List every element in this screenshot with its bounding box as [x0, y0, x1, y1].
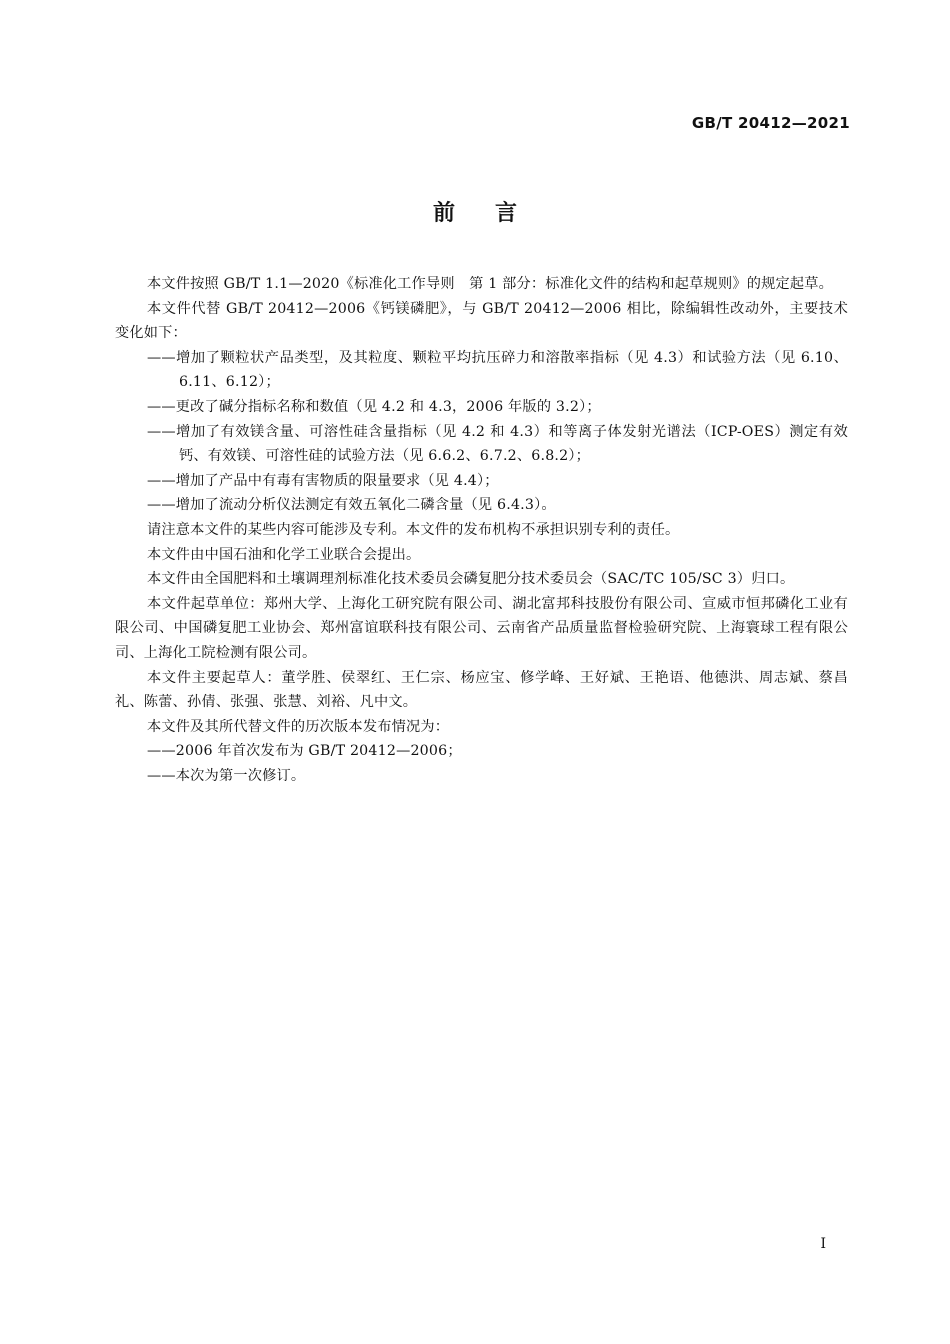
- list-item: ——本次为第一次修订。: [147, 767, 306, 784]
- standard-code: GB/T 20412—2021: [691, 114, 850, 132]
- paragraph: 本文件由中国石油和化学工业联合会提出。: [147, 546, 421, 563]
- list-item: ——增加了有效镁含量、可溶性硅含量指标（见 4.2 和 4.3）和等离子体发射光谱法（ICP-OES）测定有效钙、有效镁、可溶性硅的试验方法（见 6.6.2、6.7.2、6.8.2）；: [147, 423, 848, 465]
- list-item: ——增加了产品中有毒有害物质的限量要求（见 4.4）；: [147, 472, 499, 489]
- paragraph: 本文件及其所代替文件的历次版本发布情况为：: [147, 718, 450, 735]
- paragraph: 本文件主要起草人：董学胜、侯翠红、王仁宗、杨应宝、修学峰、王好斌、王艳语、他德洪、周志斌、蔡昌礼、陈蕾、孙倩、张强、张慧、刘裕、凡中文。: [115, 669, 848, 711]
- page-number: I: [820, 1236, 826, 1252]
- list-item: ——2006 年首次发布为 GB/T 20412—2006；: [147, 743, 462, 760]
- page-title: 前言: [432, 201, 557, 226]
- list-item: ——增加了颗粒状产品类型，及其粒度、颗粒平均抗压碎力和溶散率指标（见 4.3）和试验方法（见 6.10、6.11、6.12）；: [147, 349, 848, 391]
- paragraph: 本文件按照 GB/T 1.1—2020《标准化工作导则 第 1 部分：标准化文件的结构和起草规则》的规定起草。: [147, 276, 834, 292]
- paragraph: 请注意本文件的某些内容可能涉及专利。本文件的发布机构不承担识别专利的责任。: [147, 521, 680, 538]
- paragraph: 本文件代替 GB/T 20412—2006《钙镁磷肥》，与 GB/T 20412—2006 相比，除编辑性改动外，主要技术变化如下：: [115, 300, 848, 342]
- list-item: ——增加了流动分析仪法测定有效五氧化二磷含量（见 6.4.3）。: [147, 497, 556, 514]
- list-item: ——更改了碱分指标名称和数值（见 4.2 和 4.3，2006 年版的 3.2）；: [147, 398, 601, 415]
- foreword-body: [115, 272, 848, 788]
- paragraph: 本文件起草单位：郑州大学、上海化工研究院有限公司、湖北富邦科技股份有限公司、宣威市恒邦磷化工业有限公司、中国磷复肥工业协会、郑州富谊联科技有限公司、云南省产品质量监督检验研究院、上海寰球工程有限公司、上海化工院检测有限公司。: [115, 595, 848, 661]
- paragraph: 本文件由全国肥料和土壤调理剂标准化技术委员会磷复肥分技术委员会（SAC/TC 105/SC 3）归口。: [147, 571, 795, 588]
